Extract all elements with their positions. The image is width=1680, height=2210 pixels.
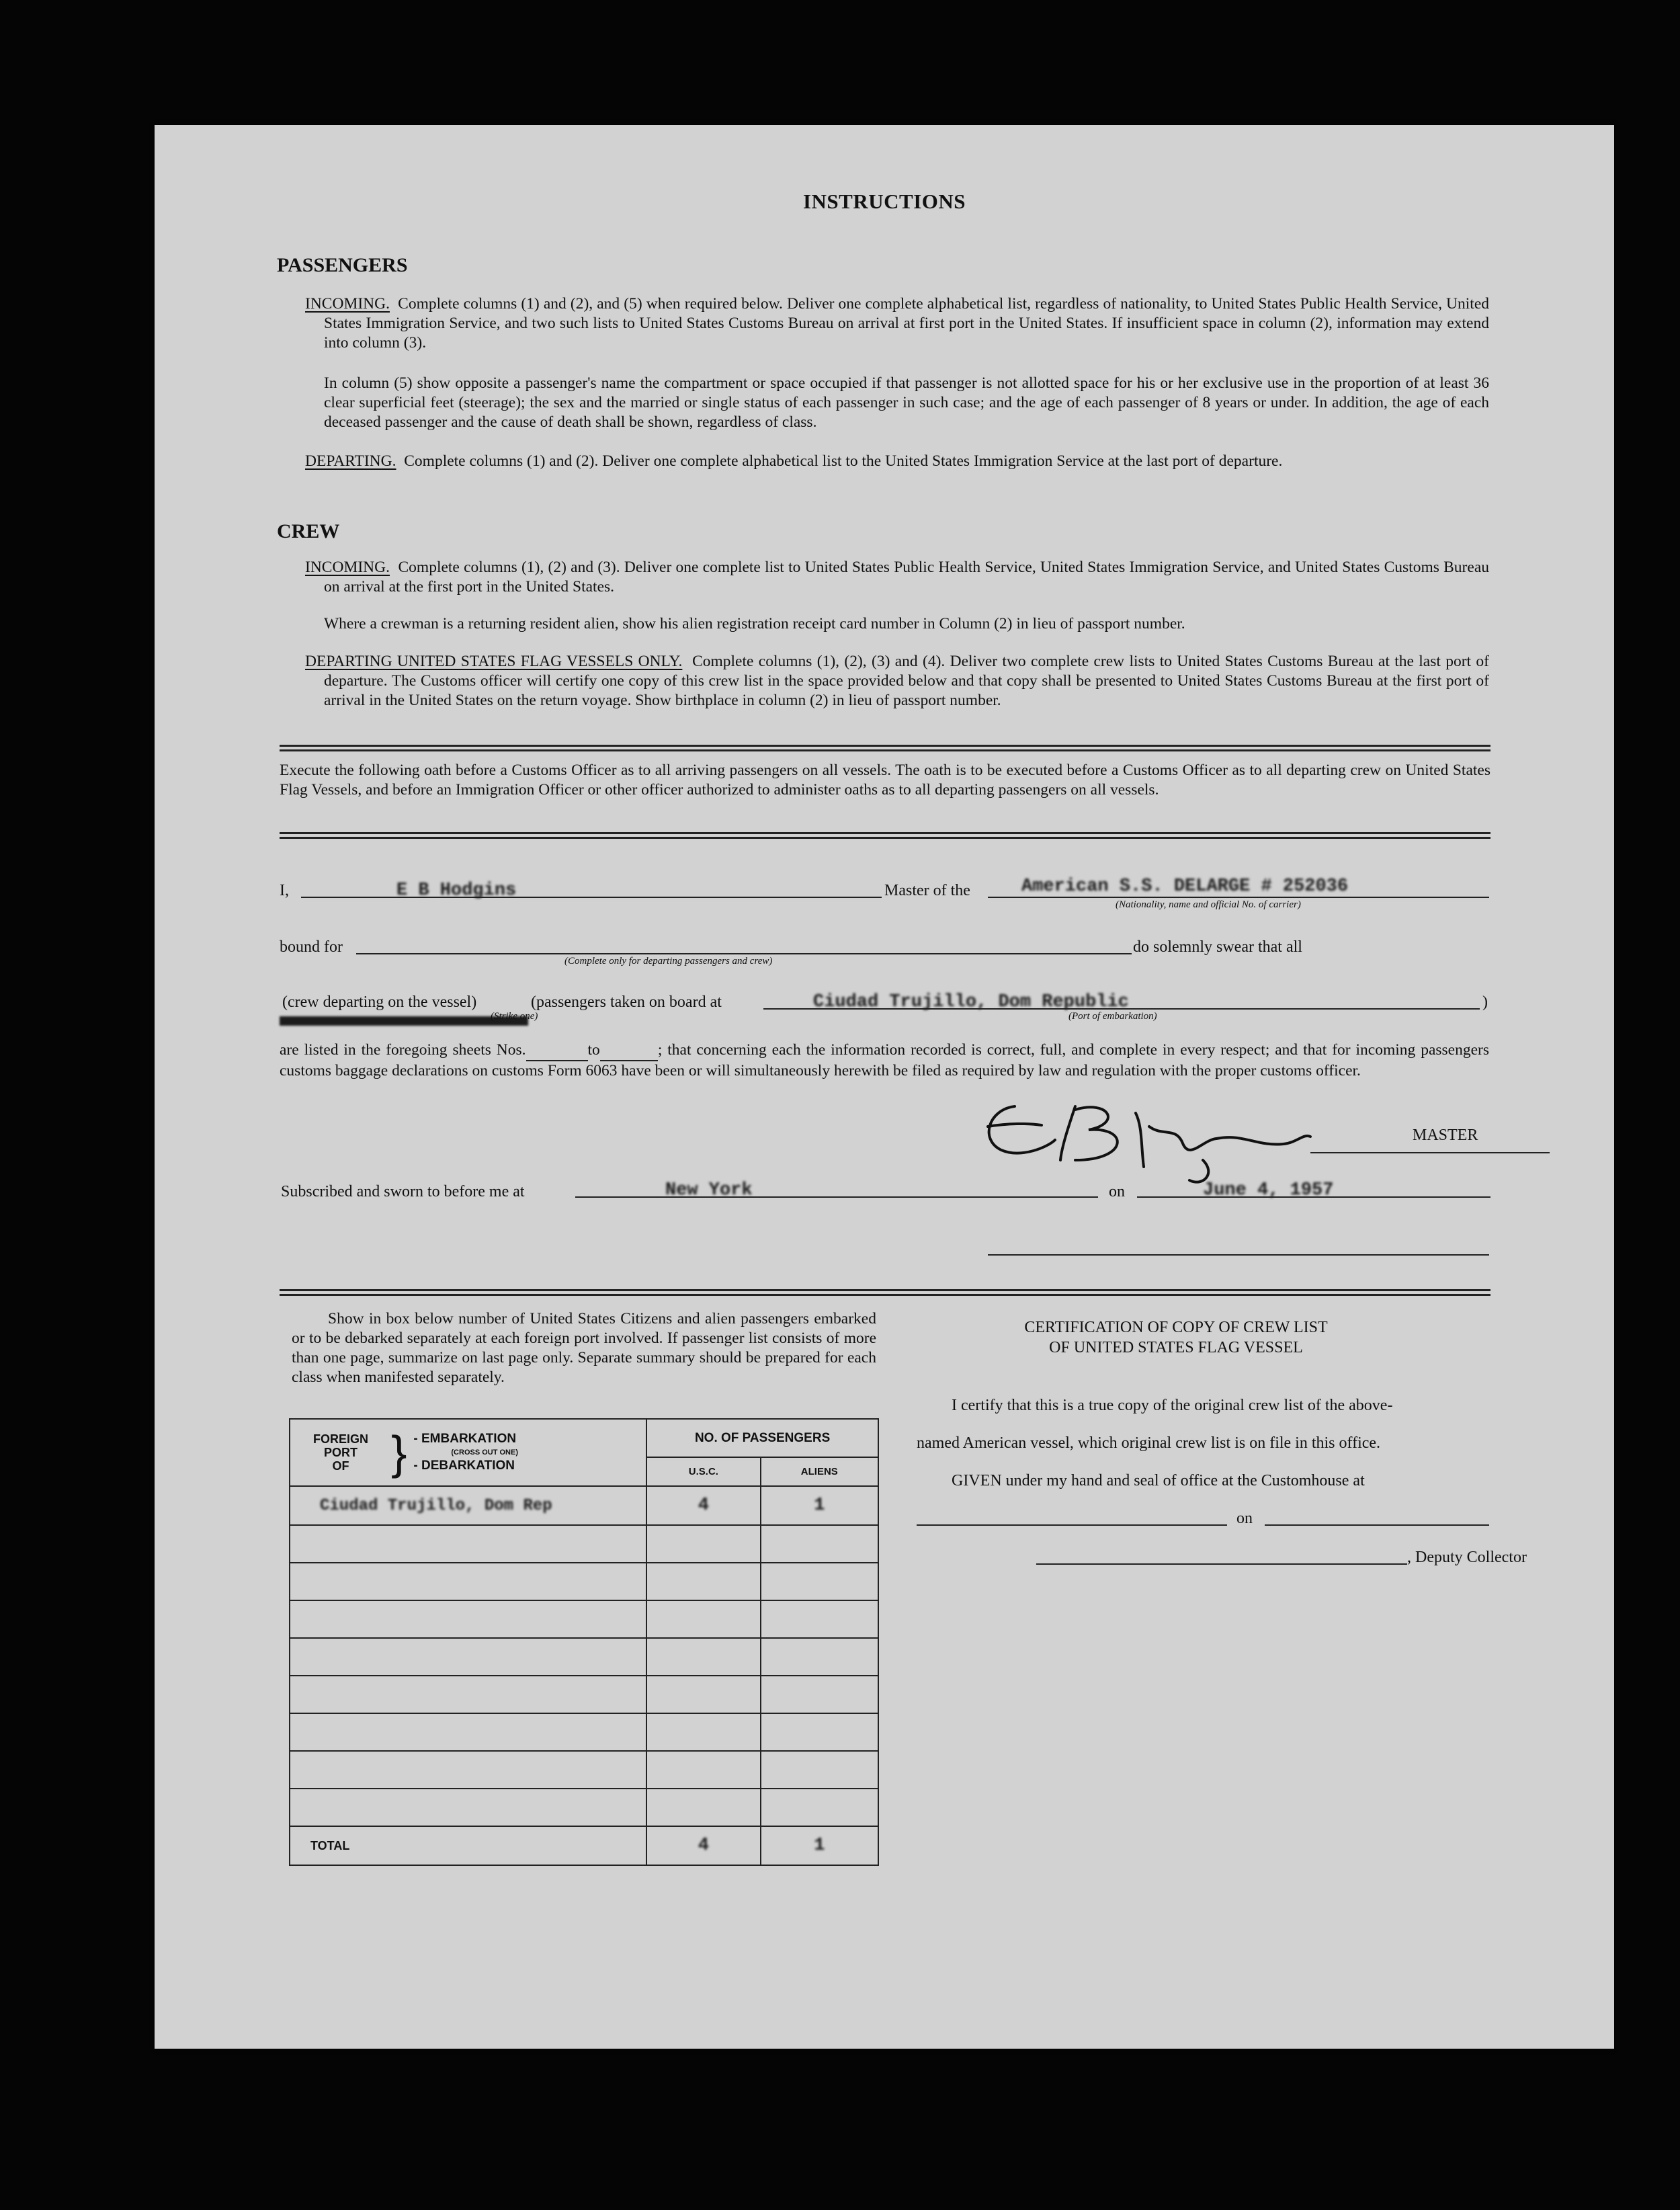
passengers-header: NO. OF PASSENGERS — [646, 1419, 878, 1457]
vessel-line — [988, 897, 1489, 898]
subscribed-label: Subscribed and sworn to before me at — [281, 1183, 525, 1200]
passengers-column5-paragraph: In column (5) show opposite a passenger's name the compartment or space occupied if that passenger is not allotted space for his or her exclusive use in the proportion of at least 36 clear superficial feet (steerage); the sex and the married or single status of each passenger in such case; and the age of each passenger of 8 years or under. In addition, the age of each deceased passenger and the cause of death shall be shown, regardless of class. — [324, 374, 1489, 431]
certification-on-label: on — [1236, 1510, 1253, 1527]
row-port-cell[interactable]: Ciudad Trujillo, Dom Rep — [290, 1486, 646, 1525]
crew-departing-label: DEPARTING UNITED STATES FLAG VESSELS ONLY. — [305, 653, 683, 670]
master-of-label: Master of the — [884, 882, 970, 899]
i-label: I, — [280, 882, 289, 899]
bound-for-caption: (Complete only for departing passengers and crew) — [564, 956, 773, 967]
sworn-place-field[interactable]: New York — [665, 1180, 753, 1200]
passengers-departing-label: DEPARTING. — [305, 452, 396, 470]
master-label: MASTER — [1413, 1127, 1478, 1144]
summary-instruction: Show in box below number of United States Citizens and alien passengers embarked or to be debarked separately at each foreign port involved. If passenger list consists of more than one page, summarize on last page only. Separate summary should be prepared for each class when manifested separately. — [292, 1310, 876, 1386]
certification-text-1: I certify that this is a true copy of the original crew list of the above- — [952, 1397, 1393, 1414]
port-header-cell — [290, 1419, 646, 1486]
crew-incoming-text: Complete columns (1), (2) and (3). Deliver one complete list to United States Public Health Service, United States Immigration Service, and United States Customs Bureau on arrival at the first port in the United States. — [324, 559, 1489, 596]
table-row — [290, 1638, 878, 1676]
total-usc-cell[interactable]: 4 — [646, 1826, 760, 1865]
passengers-incoming-paragraph — [305, 294, 1489, 353]
row-aliens-cell[interactable]: 1 — [761, 1486, 878, 1525]
master-signature — [974, 1086, 1465, 1194]
sheet-from-field[interactable] — [526, 1040, 588, 1061]
deputy-collector-line[interactable] — [1036, 1563, 1407, 1565]
master-name-field[interactable]: E B Hodgins — [396, 881, 517, 901]
sworn-place-line — [575, 1196, 1098, 1198]
certification-title-line-1: CERTIFICATION OF COPY OF CREW LIST — [1024, 1319, 1328, 1336]
certification-text-3: GIVEN under my hand and seal of office at the Customhouse at — [952, 1472, 1365, 1489]
form-page — [155, 125, 1614, 2049]
cross-out-note: (CROSS OUT ONE) — [451, 1448, 519, 1457]
sheet-to-field[interactable] — [600, 1040, 658, 1061]
port-header-line-1: FOREIGN — [312, 1432, 368, 1446]
close-paren: ) — [1482, 993, 1488, 1011]
port-header-line-3: OF — [332, 1459, 349, 1473]
listed-paragraph — [280, 1040, 1489, 1081]
master-name-line — [301, 897, 882, 898]
passengers-departing-text: Complete columns (1) and (2). Deliver one complete alphabetical list to the United States Immigration Service at the last port of departure. — [404, 452, 1283, 470]
passengers-incoming-text: Complete columns (1) and (2), and (5) when required below. Deliver one complete alphabetical list, regardless of nationality, to United States Public Health Service, United States Immigration Service, and two such lists to United States Customs Bureau on arrival at first port in the United States. If insufficient space in column (2), information may extend into column (3). — [324, 295, 1489, 352]
listed-text-2: ; that concerning each the information recorded is correct, full, and complete in every respect; and that for incoming passengers customs baggage declarations on customs Form 6063 have been or will simultaneously herewith be filed as required by law and regulation with the proper customs officer. — [280, 1041, 1489, 1079]
table-row — [290, 1563, 878, 1600]
total-label: TOTAL — [290, 1826, 646, 1865]
brace-glyph: } — [391, 1426, 407, 1479]
table-row — [290, 1676, 878, 1713]
usc-header: U.S.C. — [646, 1457, 760, 1486]
strike-caption: (Strike one) — [491, 1011, 538, 1022]
to-label: to — [587, 1041, 600, 1059]
sworn-on-label: on — [1109, 1183, 1125, 1200]
crew-resident-paragraph: Where a crewman is a returning resident alien, show his alien registration receipt card number in Column (2) in lieu of passport number. — [324, 615, 1185, 632]
oath-instruction: Execute the following oath before a Customs Officer as to all arriving passengers on all vessels. The oath is to be executed before a Customs Officer as to all departing crew on United States Flag Vessels, and before an Immigration Officer or other officer authorized to administer oaths as to all departing passengers on all vessels. — [280, 762, 1490, 799]
master-signature-line — [1310, 1152, 1550, 1153]
embarkation-option[interactable]: - EMBARKATION — [413, 1432, 517, 1446]
total-aliens-cell[interactable]: 1 — [761, 1826, 878, 1865]
aliens-header: ALIENS — [761, 1457, 878, 1486]
customhouse-line[interactable] — [917, 1524, 1227, 1526]
vessel-field[interactable]: American S.S. DELARGE # 252036 — [1021, 876, 1349, 897]
passengers-departing-paragraph — [305, 452, 1489, 471]
crew-incoming-paragraph — [305, 558, 1489, 597]
crew-departing-paragraph — [305, 652, 1489, 710]
passengers-heading: PASSENGERS — [277, 254, 408, 276]
port-caption: (Port of embarkation) — [1068, 1011, 1157, 1022]
port-embarked-field[interactable]: Ciudad Trujillo, Dom Republic — [813, 992, 1129, 1012]
passenger-summary-table — [289, 1418, 879, 1866]
passengers-taken-option[interactable]: (passengers taken on board at — [531, 993, 722, 1011]
crew-heading: CREW — [277, 520, 340, 542]
double-rule-3 — [280, 1289, 1490, 1296]
double-rule-1 — [280, 745, 1490, 751]
table-row — [290, 1713, 878, 1751]
certification-title-line-2: OF UNITED STATES FLAG VESSEL — [1049, 1339, 1303, 1356]
officer-signature-line[interactable] — [988, 1254, 1489, 1256]
row-usc-cell[interactable]: 4 — [646, 1486, 760, 1525]
debarkation-option[interactable]: - DEBARKATION — [413, 1459, 515, 1473]
total-row — [290, 1826, 878, 1865]
crew-incoming-label: INCOMING. — [305, 559, 390, 576]
table-row — [290, 1600, 878, 1638]
double-rule-2 — [280, 832, 1490, 839]
table-row — [290, 1751, 878, 1789]
table-row — [290, 1486, 878, 1525]
swear-label: do solemnly swear that all — [1133, 938, 1302, 956]
certification-text-2: named American vessel, which original crew list is on file in this office. — [917, 1434, 1381, 1452]
certification-date-line[interactable] — [1265, 1524, 1489, 1526]
page-title: INSTRUCTIONS — [802, 190, 966, 213]
vessel-caption: (Nationality, name and official No. of carrier) — [1116, 899, 1301, 910]
crew-departing-text: Complete columns (1), (2), (3) and (4). Deliver two complete crew lists to United States Customs Bureau at the last port of departure. The Customs officer will certify one copy of this crew list in the space provided below and that copy shall be presented to United States Customs Bureau at the first port of arrival in the United States on the return voyage. Show birthplace in column (2) in lieu of passport number. — [324, 653, 1490, 709]
bound-for-line — [356, 953, 1132, 954]
table-row — [290, 1525, 878, 1563]
listed-text-1: are listed in the foregoing sheets Nos. — [280, 1041, 526, 1059]
sworn-date-field[interactable]: June 4, 1957 — [1203, 1180, 1334, 1200]
certification-title — [941, 1317, 1411, 1358]
deputy-collector-label: , Deputy Collector — [1407, 1549, 1527, 1566]
table-row — [290, 1789, 878, 1826]
passengers-incoming-label: INCOMING. — [305, 295, 390, 313]
bound-for-label: bound for — [280, 938, 343, 956]
crew-departing-option[interactable]: (crew departing on the vessel) — [282, 993, 477, 1011]
port-header-line-2: PORT — [323, 1446, 358, 1459]
